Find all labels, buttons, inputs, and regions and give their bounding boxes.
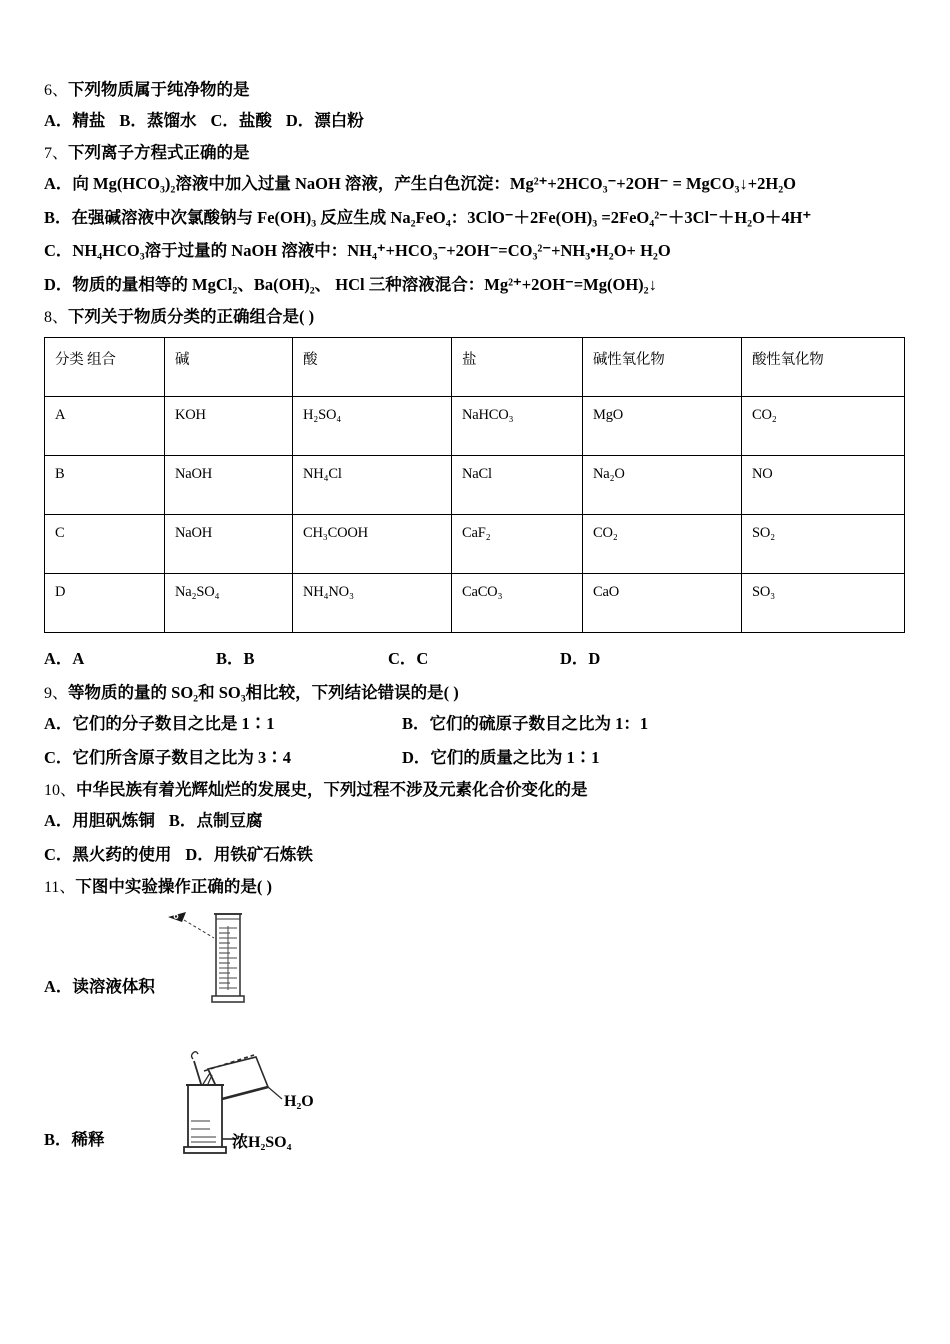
question-6-stem (44, 80, 906, 101)
table-row (45, 515, 905, 574)
q7-option-c[interactable] (44, 240, 906, 261)
q6-option-b-letter[interactable]: B． (119, 111, 147, 130)
q6-option-d-text[interactable]: 漂白粉 (314, 111, 364, 130)
q10-option-a-letter[interactable]: A． (44, 811, 73, 831)
question-11-number: 11、 (44, 878, 76, 896)
question-9-stem (44, 683, 906, 704)
question-8-number: 8、 (44, 309, 69, 327)
q8-answer-b[interactable] (216, 645, 388, 669)
question-11-stem (44, 877, 906, 898)
q7-option-c-letter: C． (44, 241, 73, 261)
annotation-water: H₂O (284, 1092, 314, 1110)
table-header-acidic-oxide: 酸性氧化物 (742, 338, 905, 397)
row-c-basic-oxide: CO₂ (583, 515, 742, 574)
q7-option-b[interactable] (44, 207, 906, 228)
row-b-acidic-oxide: NO (742, 456, 905, 515)
row-b-basic-oxide: Na₂O (583, 456, 742, 515)
q11-option-b-letter: B． (44, 1129, 72, 1149)
q6-option-a-letter[interactable]: A． (44, 111, 73, 130)
q8-answer-c-letter: C． (388, 649, 417, 669)
q9-option-c[interactable] (44, 747, 402, 768)
question-9-options-row-2 (44, 747, 906, 768)
q6-option-c-letter[interactable]: C． (210, 111, 239, 130)
container-icon (188, 1085, 222, 1151)
q9-option-d-letter: D． (402, 747, 431, 767)
question-7-stem (44, 143, 906, 164)
q10-option-b-letter[interactable]: B． (168, 811, 197, 831)
q7-option-a[interactable] (44, 173, 906, 194)
q9-option-a[interactable] (44, 713, 402, 734)
q7-option-a-text: 向 Mg(HCO₃)₂溶液中加入过量 NaOH 溶液，产生白色沉淀：Mg²⁺+2HCO₃⁻+2OH⁻ = MgCO₃↓+2H₂O (72, 174, 797, 194)
row-d-acid: NH₄NO₃ (293, 574, 452, 633)
row-b-label: B (45, 456, 165, 515)
table-row (45, 574, 905, 633)
q8-answer-b-letter: B． (216, 649, 244, 669)
row-d-base: Na₂SO₄ (165, 574, 293, 633)
graduated-cylinder-icon (164, 908, 294, 1008)
dilution-beaker-pouring-diagram (164, 1043, 354, 1166)
q9-option-b[interactable] (402, 713, 648, 734)
table-row (45, 397, 905, 456)
q7-option-d[interactable] (44, 274, 906, 295)
row-a-salt: NaHCO₃ (452, 397, 583, 456)
question-9-options-row-1 (44, 713, 906, 734)
row-c-base: NaOH (165, 515, 293, 574)
q11-option-b-text: 稀释 (71, 1129, 105, 1149)
classification-table (44, 337, 905, 633)
q9-option-a-text: 它们的分子数目之比是 1∶1 (72, 714, 275, 734)
q9-option-b-letter: B． (402, 714, 430, 734)
row-d-acidic-oxide: SO₃ (742, 574, 905, 633)
q11-option-b-label (44, 1126, 164, 1166)
table-header-row (45, 338, 905, 397)
graduated-cylinder-reading-diagram (164, 908, 294, 1013)
row-d-label: D (45, 574, 165, 633)
q9-option-c-text: 它们所含原子数目之比为 3∶4 (72, 747, 292, 767)
q7-option-b-text: 在强碱溶液中次氯酸钠与 Fe(OH)₃ 反应生成 Na₂FeO₄：3ClO⁻＋2Fe(OH)₃ =2FeO₄²⁻＋3Cl⁻＋H₂O＋4H⁺ (71, 207, 812, 227)
table-header-acid: 酸 (293, 338, 452, 397)
q6-option-a-text[interactable]: 精盐 (72, 111, 106, 130)
q6-option-c-text[interactable]: 盐酸 (238, 111, 272, 130)
question-8-stem-text: 下列关于物质分类的正确组合是( ) (68, 307, 315, 327)
leader-line-water (268, 1087, 282, 1099)
q9-option-d-text: 它们的质量之比为 1∶1 (430, 747, 600, 767)
row-a-base: KOH (165, 397, 293, 456)
q7-option-b-letter: B． (44, 207, 72, 227)
q6-option-b-text[interactable]: 蒸馏水 (146, 111, 197, 130)
question-7-number: 7、 (44, 145, 69, 163)
q8-answer-d-text: D (588, 649, 601, 669)
table-header-salt: 盐 (452, 338, 583, 397)
q10-option-d-text[interactable]: 用铁矿石炼铁 (213, 844, 313, 864)
q11-option-a[interactable] (44, 908, 906, 1013)
row-b-base: NaOH (165, 456, 293, 515)
q11-option-b[interactable] (44, 1043, 906, 1166)
q7-option-d-letter: D． (44, 274, 73, 294)
table-row (45, 456, 905, 515)
question-9-number: 9、 (44, 685, 69, 703)
row-d-basic-oxide: CaO (583, 574, 742, 633)
q7-option-a-letter: A． (44, 174, 73, 194)
row-b-acid: NH₄Cl (293, 456, 452, 515)
row-a-label: A (45, 397, 165, 456)
row-d-salt: CaCO₃ (452, 574, 583, 633)
question-10-number: 10、 (44, 782, 77, 800)
q10-option-c-letter[interactable]: C． (44, 844, 73, 864)
question-8-answers (44, 645, 906, 669)
q11-option-a-text: 读溶液体积 (72, 976, 155, 996)
q8-answer-a-text: A (72, 649, 85, 669)
row-a-acid: H₂SO₄ (293, 397, 452, 456)
row-c-acidic-oxide: SO₂ (742, 515, 905, 574)
question-10-stem-text: 中华民族有着光辉灿烂的发展史，下列过程不涉及元素化合价变化的是 (76, 780, 588, 800)
question-6-options (44, 110, 906, 131)
row-c-salt: CaF₂ (452, 515, 583, 574)
table-header-base: 碱 (165, 338, 293, 397)
q8-answer-a[interactable] (44, 645, 216, 669)
question-7-stem-text: 下列离子方程式正确的是 (68, 143, 250, 163)
question-10-options-row-1 (44, 810, 906, 831)
row-c-label: C (45, 515, 165, 574)
q10-option-b-text[interactable]: 点制豆腐 (196, 811, 263, 831)
sight-line (184, 920, 214, 938)
question-10-stem (44, 780, 906, 801)
q9-option-c-letter: C． (44, 747, 73, 767)
q10-option-d-letter[interactable]: D． (185, 844, 214, 864)
row-c-acid: CH₃COOH (293, 515, 452, 574)
row-a-basic-oxide: MgO (583, 397, 742, 456)
eye-icon (168, 912, 186, 922)
page-content (44, 80, 906, 1166)
q11-option-a-letter: A． (44, 976, 73, 996)
q9-option-d[interactable] (402, 747, 600, 768)
q8-answer-d[interactable] (560, 645, 732, 669)
q6-option-d-letter[interactable]: D． (285, 111, 315, 130)
question-10-options-row-2 (44, 844, 906, 865)
question-6-stem-text: 下列物质属于纯净物的是 (68, 80, 250, 99)
question-9-stem-text: 等物质的量的 SO₂和 SO₃相比较，下列结论错误的是( ) (68, 683, 459, 703)
q9-option-a-letter: A． (44, 714, 73, 734)
q10-option-a-text[interactable]: 用胆矾炼铜 (72, 811, 155, 831)
q8-answer-c[interactable] (388, 645, 560, 669)
q10-option-c-text[interactable]: 黑火药的使用 (72, 844, 172, 864)
q11-option-a-label (44, 973, 164, 1013)
q8-answer-b-text: B (243, 649, 255, 669)
row-b-salt: NaCl (452, 456, 583, 515)
q7-option-d-text: 物质的量相等的 MgCl₂、Ba(OH)₂、 HCl 三种溶液混合：Mg²⁺+2OH⁻=Mg(OH)₂↓ (72, 274, 657, 294)
table-header-basic-oxide: 碱性氧化物 (583, 338, 742, 397)
row-a-acidic-oxide: CO₂ (742, 397, 905, 456)
q8-answer-a-letter: A． (44, 649, 73, 669)
question-8-stem (44, 307, 906, 328)
annotation-concentrated-sulfuric-acid: 浓H₂SO₄ (232, 1133, 292, 1151)
question-11-stem-text: 下图中实验操作正确的是( ) (75, 876, 273, 896)
q8-answer-c-text: C (416, 649, 429, 669)
q9-option-b-text: 它们的硫原子数目之比为 1：1 (429, 714, 649, 734)
q8-answer-d-letter: D． (560, 649, 589, 669)
table-header-category: 分类 组合 (45, 338, 165, 397)
q7-option-c-text: NH₄HCO₃溶于过量的 NaOH 溶液中：NH₄⁺+HCO₃⁻+2OH⁻=CO₃²⁻+NH₃•H₂O+ H₂O (72, 241, 671, 261)
question-6-number: 6、 (44, 82, 69, 99)
